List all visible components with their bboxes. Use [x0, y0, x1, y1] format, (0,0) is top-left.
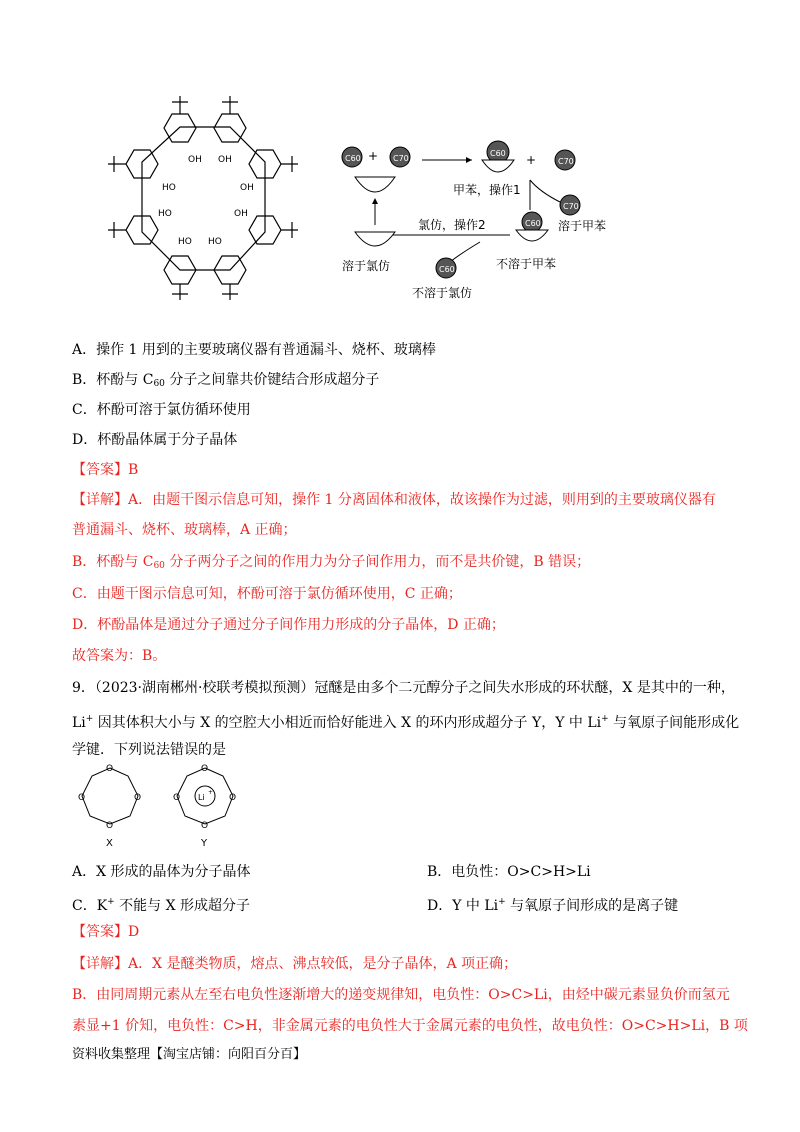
- option-text: 不能与 X 形成超分子: [114, 898, 251, 914]
- calixarene-separation-figure: [70, 92, 630, 306]
- oxygen-label: O: [173, 793, 181, 803]
- q9-option-c: [72, 898, 250, 914]
- c60-label: C60: [525, 219, 541, 228]
- q8-detail-c: C．由题干图示信息可知，杯酚可溶于氯仿循环使用，C 正确；: [72, 586, 462, 602]
- oh-label: OH: [218, 155, 232, 165]
- crown-ether-x: [82, 768, 138, 824]
- ho-label: HO: [208, 237, 222, 247]
- page-footer: 资料收集整理【淘宝店铺：向阳百分百】: [72, 1047, 307, 1062]
- oh-label: OH: [240, 183, 254, 193]
- stem-text: Li: [72, 715, 86, 731]
- detail-text: 分子两分子之间的作用力为分子间作用力，而不是共价键，B 错误；: [164, 554, 591, 570]
- q8-option-d: D．杯酚晶体属于分子晶体: [72, 432, 238, 448]
- calixarene-structure: [108, 96, 298, 300]
- subscript: 60: [153, 379, 165, 389]
- q9-stem-line1: 9．（2023·湖南郴州·校联考模拟预测）冠醚是由多个二元醇分子之间失水形成的环状醚，X 是其中的一种，: [72, 680, 735, 696]
- q9-stem-line2: [72, 709, 740, 733]
- option-b-text: B．杯酚与 C: [72, 372, 154, 388]
- q9-options-row1: [72, 862, 732, 882]
- insoluble-chloroform-label: 不溶于氯仿: [412, 286, 473, 300]
- operation-2-label: 氯仿，操作2: [418, 218, 486, 232]
- q9-detail-b1: B．由同周期元素从左至右电负性逐渐增大的递变规律知，电负性：O>C>Li，由烃中碳元素显负价而氢元: [72, 987, 730, 1003]
- oxygen-label: O: [201, 821, 209, 831]
- oh-label: OH: [234, 209, 248, 219]
- dissolve-toluene-label: 溶于甲苯: [558, 219, 607, 233]
- c70-label: C70: [563, 202, 579, 211]
- insoluble-toluene-label: 不溶于甲苯: [496, 257, 557, 271]
- operation-1-label: 甲苯，操作1: [453, 183, 521, 197]
- oxygen-label: O: [78, 793, 86, 803]
- q9-stem-line3: 学键．下列说法错误的是: [72, 742, 226, 758]
- oxygen-label: O: [106, 764, 114, 774]
- oxygen-label: O: [229, 793, 237, 803]
- q9-option-b: B．电负性：O>C>H>Li: [427, 864, 591, 880]
- oxygen-label: O: [201, 764, 209, 774]
- ho-label: HO: [178, 237, 192, 247]
- q8-option-b: [72, 370, 732, 394]
- stem-text: 与氧原子间能形成化: [608, 715, 740, 731]
- ho-label: HO: [162, 183, 176, 193]
- detail-text: A．由题干图示信息可知，操作 1 分离固体和液体，故该操作为过滤，则用到的主要玻璃仪器有: [128, 492, 716, 508]
- dissolve-chloroform-label: 溶于氯仿: [342, 259, 391, 273]
- c60-label: C60: [490, 149, 506, 158]
- superscript: +: [601, 714, 609, 724]
- hydroxyl-labels: [158, 155, 254, 247]
- plus-sign: +: [526, 153, 537, 167]
- plus-sign: +: [368, 149, 379, 163]
- arrow-head: [466, 157, 472, 163]
- detail-text: B．杯酚与 C: [72, 554, 154, 570]
- c60-label: C60: [439, 265, 455, 274]
- stem-text: 因其体积大小与 X 的空腔大小相近而恰好能进入 X 的环内形成超分子 Y，Y 中 Li: [93, 715, 602, 731]
- option-b-text: 分子之间靠共价键结合形成超分子: [164, 372, 380, 388]
- q8-option-c: C．杯酚可溶于氯仿循环使用: [72, 402, 251, 418]
- q9-options-row2: [72, 892, 732, 916]
- q9-option-a: A．X 形成的晶体为分子晶体: [72, 864, 251, 880]
- superscript: +: [208, 789, 214, 796]
- bowl: [516, 230, 548, 241]
- arrow-head: [372, 198, 378, 204]
- arrow: [530, 180, 560, 202]
- y-label: Y: [201, 838, 208, 849]
- oxygen-label: O: [106, 821, 114, 831]
- option-text: D．Y 中 Li: [427, 898, 499, 914]
- detail-tag: 【详解】: [72, 492, 128, 508]
- q9-answer: 【答案】D: [72, 924, 140, 940]
- q9-detail-b2: 素显+1 价知，电负性：C>H，非金属元素的电负性大于金属元素的电负性，故电负性：O>C>H>Li，B 项: [72, 1018, 748, 1034]
- q8-detail-b: [72, 552, 732, 576]
- detail-text: A．X 是醚类物质，熔点、沸点较低，是分子晶体，A 项正确；: [128, 956, 518, 972]
- q9-detail-a: [72, 954, 732, 974]
- option-text: 与氧原子间形成的是离子键: [505, 898, 679, 914]
- separation-scheme: [342, 141, 606, 300]
- c70-label: C70: [558, 157, 574, 166]
- crown-ether-figure: [70, 758, 270, 854]
- bowl: [355, 177, 395, 192]
- superscript: +: [498, 897, 506, 907]
- q8-detail-d: D．杯酚晶体是通过分子通过分子间作用力形成的分子晶体，D 正确；: [72, 617, 505, 633]
- q8-conclusion: 故答案为：B。: [72, 648, 167, 664]
- q9-option-d: [427, 892, 678, 916]
- q8-option-a: A．操作 1 用到的主要玻璃仪器有普通漏斗、烧杯、玻璃棒: [72, 342, 436, 358]
- q8-answer: 【答案】B: [72, 462, 139, 478]
- c70-label: C70: [393, 154, 409, 163]
- subscript: 60: [153, 561, 165, 571]
- crown-ether-y: [177, 768, 233, 824]
- detail-tag: 【详解】: [72, 956, 128, 972]
- oxygen-label: O: [134, 793, 142, 803]
- superscript: +: [85, 714, 94, 724]
- ho-label: HO: [158, 209, 172, 219]
- bowl: [482, 160, 514, 172]
- c60-label: C60: [345, 154, 361, 163]
- superscript: +: [107, 897, 115, 907]
- q8-detail-a1: [72, 490, 732, 510]
- x-label: X: [106, 838, 113, 849]
- oh-label: OH: [188, 155, 202, 165]
- bowl: [355, 232, 395, 246]
- arrow: [450, 242, 480, 262]
- q8-detail-a2: 普通漏斗、烧杯、玻璃棒，A 正确；: [72, 522, 297, 538]
- lithium-label: Li: [198, 793, 205, 802]
- option-text: C．K: [72, 898, 108, 914]
